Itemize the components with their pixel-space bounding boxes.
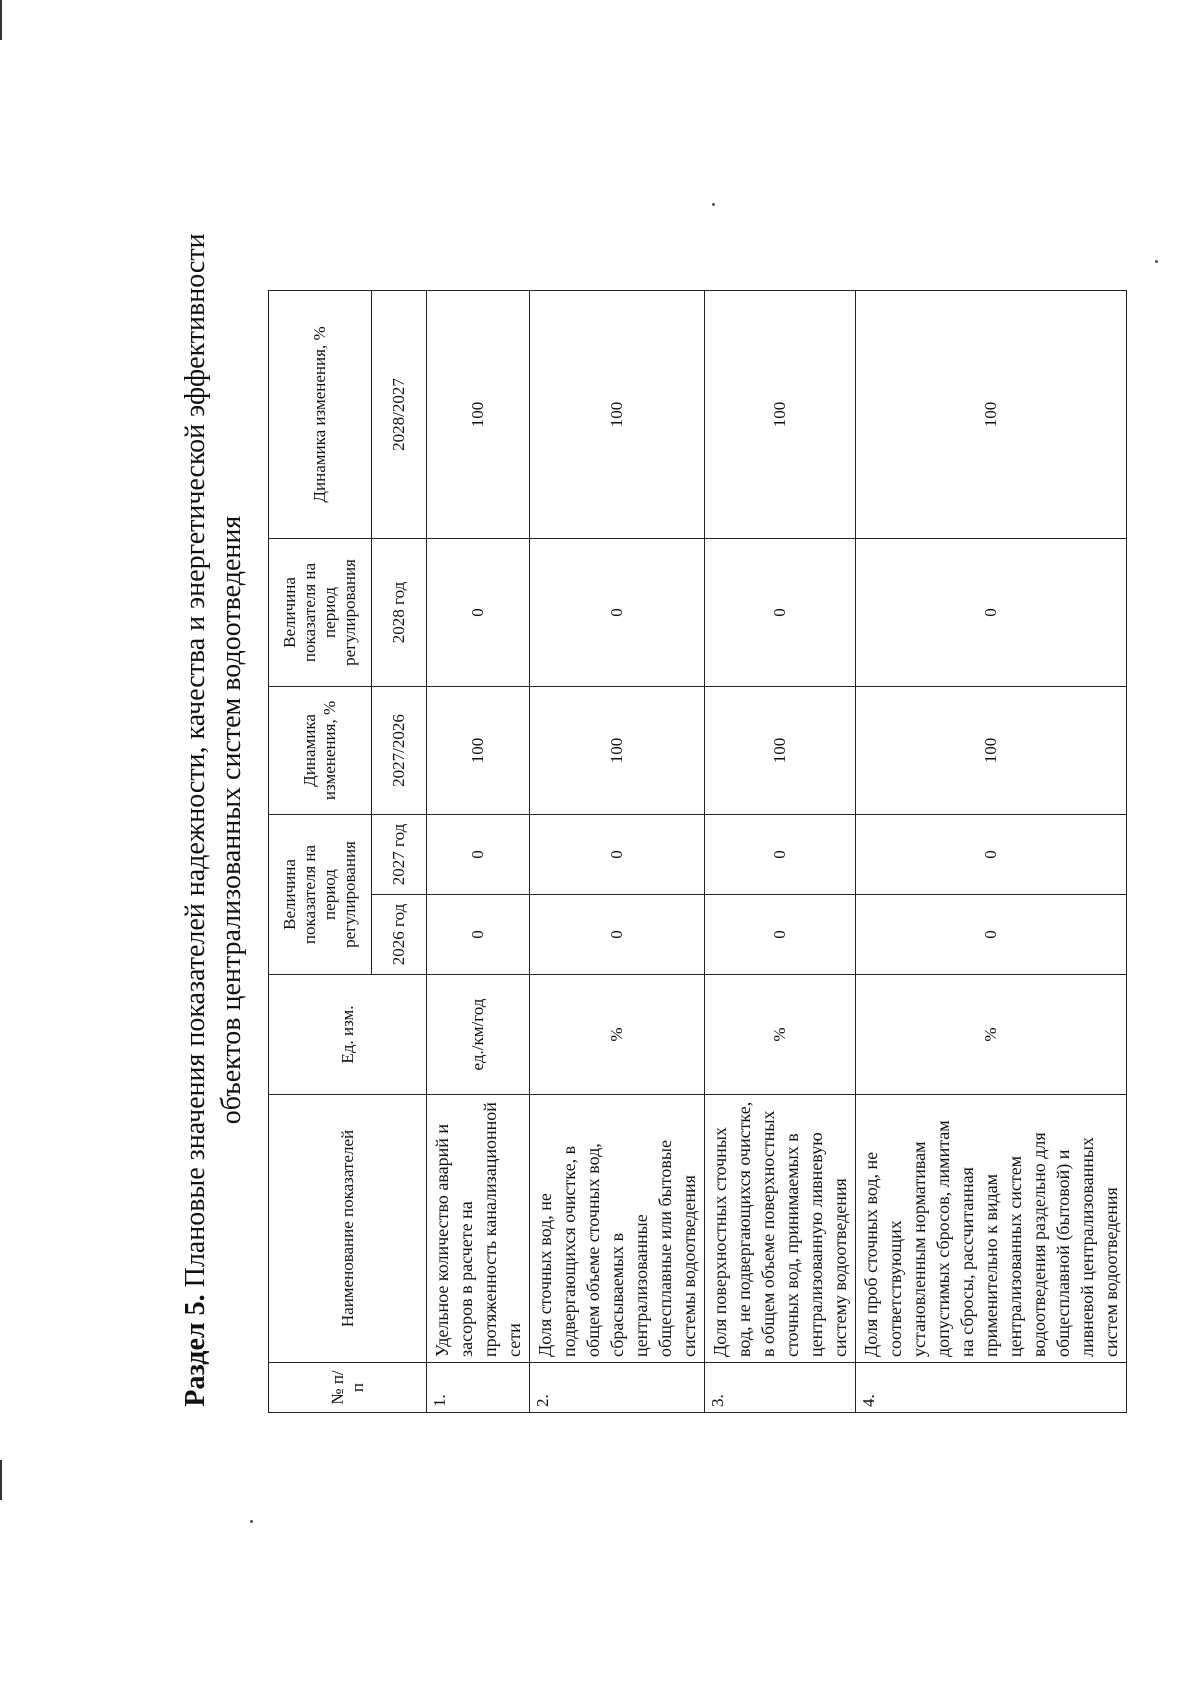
header-value-2028: Величина показателя на период регулирования [269,538,372,686]
subheader-2027: 2027 год [372,814,427,894]
row-value-2026: 0 [856,895,1127,975]
row-value-2028: 0 [705,538,856,686]
indicators-table [268,290,1127,1413]
row-value-2028: 0 [856,538,1127,686]
header-name: Наименование показателей [269,1095,427,1363]
row-dynamics-2028: 100 [427,290,530,538]
row-value-2027: 0 [427,814,530,894]
row-unit: % [530,975,705,1095]
section-number: Раздел 5. [180,1294,211,1407]
row-num: 2. [530,1363,705,1413]
row-value-2028: 0 [530,538,705,686]
row-name: Доля сточных вод, не подвергающихся очистке, в общем объеме сточных вод, сбрасываемых в централизованные общесплавные или бытовые системы водоотведения [530,1095,705,1363]
row-value-2026: 0 [427,895,530,975]
row-name: Доля проб сточных вод, не соответствующих установленным нормативам допустимых сбросов, лимитам на сбросы, рассчитанная применительно к видам централизованных систем водоотведения раздельно для общесплавной (бытовой) и ливневой централизованных систем водоотведения [856,1095,1127,1363]
row-dynamics-2028: 100 [530,290,705,538]
table-row [705,290,856,1412]
row-dynamics-2028: 100 [705,290,856,538]
table-row [427,290,530,1412]
row-dynamics-2027: 100 [856,686,1127,814]
subheader-2028: 2028 год [372,538,427,686]
row-num: 1. [427,1363,530,1413]
row-unit: ед./км/год [427,975,530,1095]
row-name: Удельное количество аварий и засоров в расчете на протяженность канализационной сети [427,1095,530,1363]
row-value-2027: 0 [705,814,856,894]
row-unit: % [705,975,856,1095]
section-heading [178,200,250,1440]
row-dynamics-2028: 100 [856,290,1127,538]
row-value-2026: 0 [705,895,856,975]
header-dynamics-2028: Динамика изменения, % [269,290,372,538]
subheader-2026: 2026 год [372,895,427,975]
subheader-2028-2027: 2028/2027 [372,290,427,538]
header-num: № п/п [269,1363,427,1413]
row-name: Доля поверхностных сточных вод, не подвергающихся очистке, в общем объеме поверхностных сточных вод, принимаемых в централизованную ливневую систему водоотведения [705,1095,856,1363]
header-row [269,290,372,1412]
table-row [530,290,705,1412]
row-unit: % [856,975,1127,1095]
header-value-2026-2027: Величина показателя на период регулирования [269,814,372,974]
row-num: 3. [705,1363,856,1413]
row-value-2026: 0 [530,895,705,975]
row-dynamics-2027: 100 [530,686,705,814]
row-dynamics-2027: 100 [427,686,530,814]
header-unit: Ед. изм. [269,975,427,1095]
row-value-2027: 0 [856,814,1127,894]
row-value-2027: 0 [530,814,705,894]
subheader-2027-2026: 2027/2026 [372,686,427,814]
row-dynamics-2027: 100 [705,686,856,814]
row-value-2028: 0 [427,538,530,686]
table-row [856,290,1127,1412]
row-num: 4. [856,1363,1127,1413]
header-dynamics-2027: Динамика изменения, % [269,686,372,814]
section-title: Плановые значения показателей надежности, качества и энергетической эффективности объектов централизованных систем водоотведения [180,233,247,1295]
